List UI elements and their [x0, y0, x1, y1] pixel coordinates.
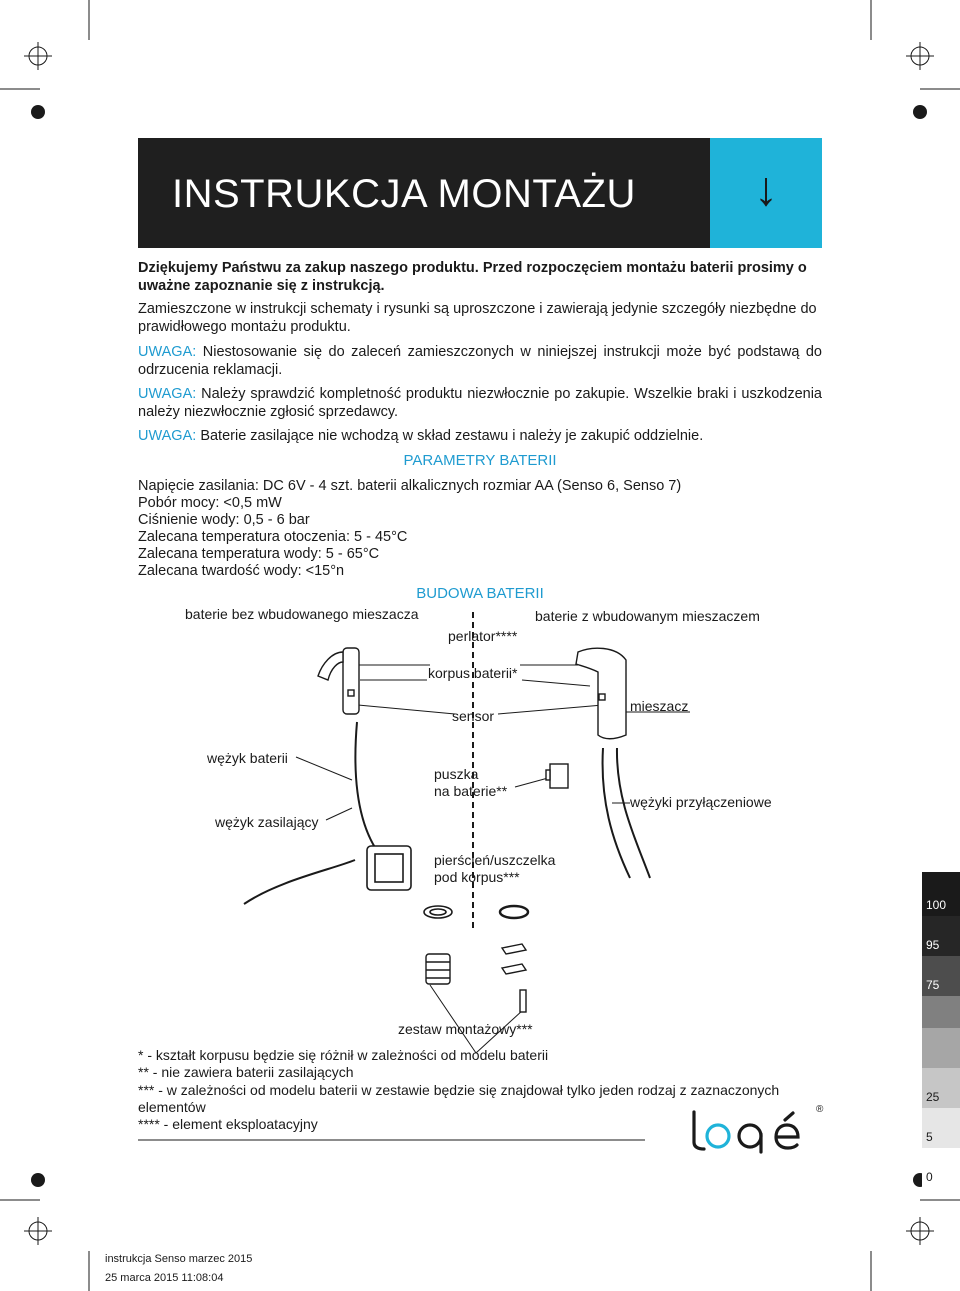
left-heading: baterie bez wbudowanego mieszacza — [185, 606, 419, 622]
warning-label: UWAGA: — [138, 344, 197, 360]
label-mounting-kit: zestaw montażowy*** — [398, 1021, 533, 1037]
construction-title: BUDOWA BATERII — [416, 585, 544, 602]
label-battery-box-1: puszka — [434, 766, 479, 782]
parameter-item: Zalecana temperatura otoczenia: 5 - 45°C — [138, 529, 408, 545]
label-connection-hoses: wężyki przyłączeniowe — [630, 794, 772, 810]
label-body: korpus baterii* — [428, 665, 518, 681]
print-timestamp: 25 marca 2015 11:08:04 — [105, 1272, 224, 1284]
label-hose: wężyk baterii — [207, 750, 288, 766]
scale-swatch-95 — [922, 916, 960, 956]
scale-label: 5 — [926, 1130, 933, 1144]
header-accent-block — [710, 138, 822, 248]
scale-label: 25 — [926, 1090, 940, 1104]
warning-3 — [138, 427, 822, 445]
scale-swatch-100 — [922, 872, 960, 916]
intro-thanks: Dziękujemy Państwu za zakup naszego produktu. Przed rozpoczęciem montażu baterii prosimy o uważne zapoznanie się z instrukcją. — [138, 260, 807, 294]
label-supply-hose: wężyk zasilający — [215, 814, 319, 830]
scale-swatch-25 — [922, 1068, 960, 1108]
connector-illustration — [546, 764, 568, 788]
warning-label: UWAGA: — [138, 428, 197, 444]
arrow-down-icon: ↓ — [754, 163, 778, 216]
ring-illustration — [424, 906, 528, 918]
scale-swatch-50 — [922, 996, 960, 1028]
label-ring-1: pierścień/uszczelka — [434, 852, 556, 868]
footnote-4: **** - element eksploatacyjny — [138, 1116, 318, 1132]
label-ring-2: pod korpus*** — [434, 869, 520, 885]
warning-label: UWAGA: — [138, 386, 197, 402]
label-mixer: mieszacz — [630, 698, 689, 714]
print-file-name: instrukcja Senso marzec 2015 — [105, 1253, 253, 1265]
logo-mark — [688, 1104, 828, 1154]
scale-label: 75 — [926, 978, 940, 992]
right-heading: baterie z wbudowanym mieszaczem — [535, 608, 760, 624]
parameter-item: Zalecana twardość wody: <15°n — [138, 563, 345, 579]
label-sensor: sensor — [452, 708, 495, 724]
brand-logo — [688, 1104, 828, 1154]
parameter-item: Napięcie zasilania: DC 6V - 4 szt. baterii alkalicznych rozmiar AA (Senso 6, Senso 7) — [138, 478, 682, 494]
hoses-right-illustration — [603, 748, 650, 878]
label-aerator: perlator**** — [448, 628, 518, 644]
warning-text: Należy sprawdzić kompletność produktu niezwłocznie po zakupie. Wszelkie braki i uszkodzenia należy niezwłocznie zgłosić sprzedawcy. — [138, 386, 822, 420]
parameter-item: Zalecana temperatura wody: 5 - 65°C — [138, 546, 380, 562]
faucet-basic-illustration — [318, 648, 359, 714]
intro-schematics-note: Zamieszczone w instrukcji schematy i rysunki są uproszczone i zawierają jedynie szczegóły niezbędne do prawidłowego montażu produktu. — [138, 301, 817, 335]
parameters-title: PARAMETRY BATERII — [403, 452, 557, 469]
footnote-2: ** - nie zawiera baterii zasilających — [138, 1064, 354, 1080]
scale-label: 95 — [926, 938, 940, 952]
scale-swatch-0 — [922, 1148, 960, 1188]
scale-swatch-5 — [922, 1108, 960, 1148]
scale-label: 100 — [926, 898, 947, 912]
warning-2 — [138, 385, 822, 421]
header-bar — [138, 138, 822, 248]
footnote-1: * - kształt korpusu będzie się różnił w zależności od modelu baterii — [138, 1047, 549, 1063]
faucet-mixer-illustration — [576, 648, 626, 739]
parameter-item: Ciśnienie wody: 0,5 - 6 bar — [138, 512, 310, 528]
page-title: INSTRUKCJA MONTAŻU — [172, 172, 636, 216]
warning-text: Niestosowanie się do zaleceń zamieszczonych w niniejszej instrukcji może być podstawą do odrzucenia reklamacji. — [138, 344, 822, 378]
battery-box-illustration — [367, 846, 411, 890]
scale-swatch-75 — [922, 956, 960, 996]
scale-label: 0 — [926, 1170, 933, 1184]
registered-mark: ® — [816, 1104, 824, 1115]
footnote-3: *** - w zależności od modelu baterii w zestawie będzie się znajdował tylko jeden rodzaj z zaznaczonych elementów — [138, 1082, 780, 1115]
label-battery-box-2: na baterie** — [434, 783, 508, 799]
scale-swatch-40 — [922, 1028, 960, 1068]
parameter-item: Pobór mocy: <0,5 mW — [138, 495, 282, 511]
warning-1 — [138, 343, 822, 379]
warning-text: Baterie zasilające nie wchodzą w skład zestawu i należy je zakupić oddzielnie. — [200, 428, 704, 444]
